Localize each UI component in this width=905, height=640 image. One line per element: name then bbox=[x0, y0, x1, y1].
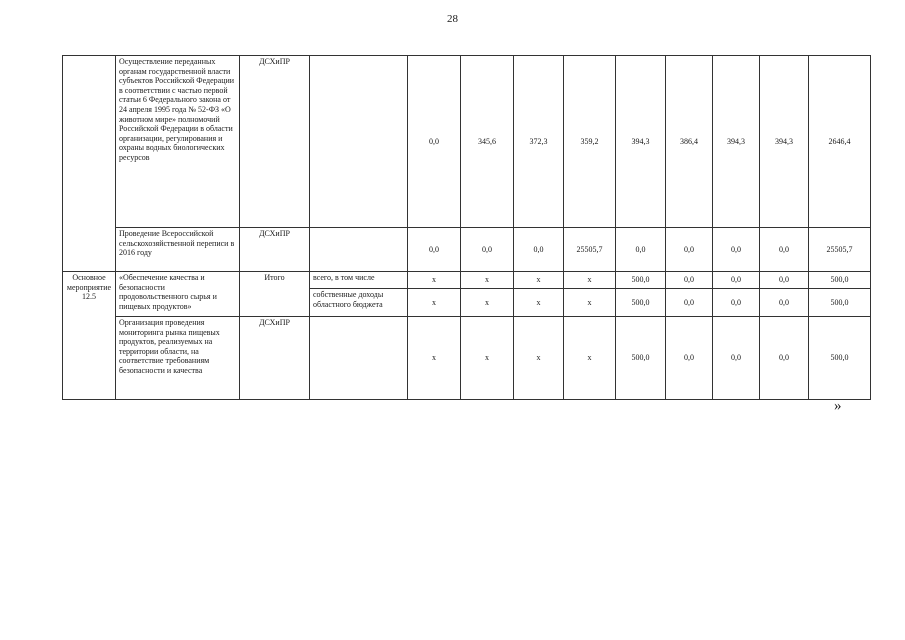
cell-executor: Итого bbox=[240, 272, 310, 317]
cell-value: x bbox=[461, 289, 514, 317]
table-row bbox=[63, 317, 871, 400]
cell-source bbox=[310, 317, 408, 400]
cell-value: 0,0 bbox=[760, 317, 809, 400]
cell-name: Осуществление переданных органам государственной власти субъектов Российской Федерации в соответствии с частью первой статьи 6 Федерального закона от 24 апреля 1995 года № 52-ФЗ «О животном мире» полномочий Российской Федерации в области организации, регулирования и охраны водных биологических ресурсов bbox=[116, 56, 240, 228]
cell-value: x bbox=[514, 289, 564, 317]
cell-name: Организация проведения мониторинга рынка пищевых продуктов, реализуемых на территории области, на соответствие требованиям безопасности и качества bbox=[116, 317, 240, 400]
cell-value: 0,0 bbox=[666, 317, 713, 400]
cell-value: 0,0 bbox=[713, 317, 760, 400]
cell-source bbox=[310, 56, 408, 228]
cell-type: Основное мероприятие 12.5 bbox=[63, 272, 116, 400]
cell-value: x bbox=[514, 272, 564, 289]
cell-value: 0,0 bbox=[616, 228, 666, 272]
cell-value: 0,0 bbox=[760, 272, 809, 289]
cell-value: x bbox=[564, 289, 616, 317]
cell-value: 500,0 bbox=[809, 289, 871, 317]
cell-value: x bbox=[461, 272, 514, 289]
cell-value: 345,6 bbox=[461, 56, 514, 228]
cell-value: 0,0 bbox=[408, 228, 461, 272]
cell-value: 0,0 bbox=[514, 228, 564, 272]
table-row bbox=[63, 272, 871, 289]
cell-name: «Обеспечение качества и безопасности продовольственного сырья и пищевых продуктов» bbox=[116, 272, 240, 317]
cell-executor: ДСХиПР bbox=[240, 56, 310, 228]
cell-value: 25505,7 bbox=[564, 228, 616, 272]
cell-executor: ДСХиПР bbox=[240, 228, 310, 272]
cell-source: всего, в том числе bbox=[310, 272, 408, 289]
cell-value: 25505,7 bbox=[809, 228, 871, 272]
cell-value: 394,3 bbox=[616, 56, 666, 228]
budget-table bbox=[62, 55, 871, 400]
cell-name: Проведение Всероссийской сельскохозяйственной переписи в 2016 году bbox=[116, 228, 240, 272]
cell-value: 394,3 bbox=[760, 56, 809, 228]
cell-value: 500,0 bbox=[809, 272, 871, 289]
cell-value: 0,0 bbox=[760, 289, 809, 317]
cell-value: 500,0 bbox=[616, 272, 666, 289]
cell-executor: ДСХиПР bbox=[240, 317, 310, 400]
page-number: 28 bbox=[447, 13, 458, 25]
cell-value: 2646,4 bbox=[809, 56, 871, 228]
cell-value: 359,2 bbox=[564, 56, 616, 228]
cell-value: 0,0 bbox=[760, 228, 809, 272]
cell-value: x bbox=[408, 289, 461, 317]
cell-source: собственные доходы областного бюджета bbox=[310, 289, 408, 317]
cell-value: 0,0 bbox=[713, 272, 760, 289]
cell-value: 0,0 bbox=[666, 228, 713, 272]
cell-value: x bbox=[514, 317, 564, 400]
cell-source bbox=[310, 228, 408, 272]
cell-value: x bbox=[564, 317, 616, 400]
cell-value: 0,0 bbox=[666, 272, 713, 289]
cell-value: 394,3 bbox=[713, 56, 760, 228]
cell-value: 372,3 bbox=[514, 56, 564, 228]
cell-value: 0,0 bbox=[713, 228, 760, 272]
cell-value: 386,4 bbox=[666, 56, 713, 228]
table-row bbox=[63, 228, 871, 272]
cell-value: 500,0 bbox=[616, 289, 666, 317]
cell-value: 0,0 bbox=[461, 228, 514, 272]
closing-quote: » bbox=[834, 398, 842, 414]
cell-value: x bbox=[408, 272, 461, 289]
cell-value: 500,0 bbox=[809, 317, 871, 400]
cell-value: x bbox=[564, 272, 616, 289]
cell-value: 0,0 bbox=[408, 56, 461, 228]
cell-value: x bbox=[461, 317, 514, 400]
cell-value: 500,0 bbox=[616, 317, 666, 400]
cell-value: 0,0 bbox=[666, 289, 713, 317]
cell-value: x bbox=[408, 317, 461, 400]
cell-type bbox=[63, 56, 116, 272]
cell-value: 0,0 bbox=[713, 289, 760, 317]
table-row bbox=[63, 56, 871, 228]
